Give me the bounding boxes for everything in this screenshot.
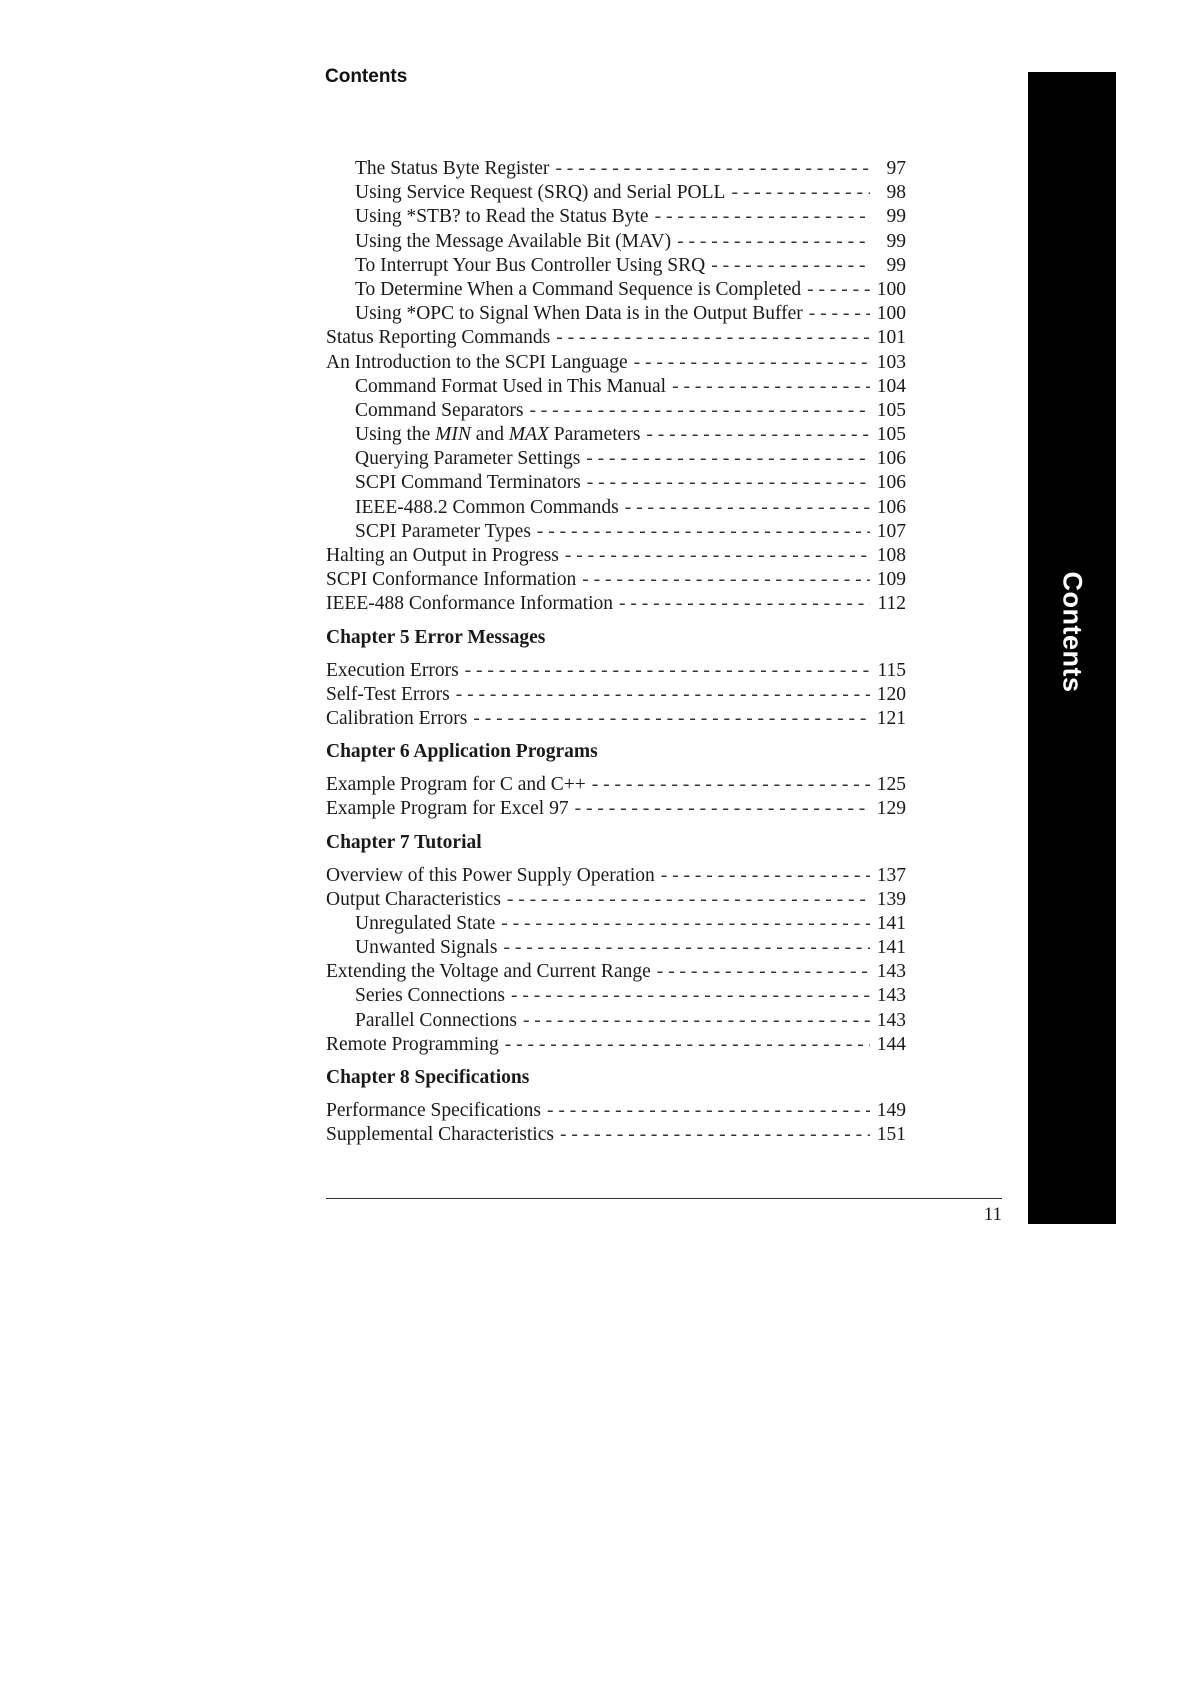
toc-entry[interactable] [326,230,906,254]
dot-leader [503,936,870,960]
toc-entry-title: Example Program for Excel 97 [326,798,569,820]
toc-entry-page: 112 [877,593,906,615]
toc-entry-title: Using the Message Available Bit (MAV) [355,230,672,252]
toc-entry[interactable] [326,888,906,912]
dot-leader [711,254,870,278]
toc-entry-page: 104 [876,375,906,397]
dot-leader [560,1123,870,1147]
toc-entry-title: SCPI Parameter Types [355,520,531,542]
toc-entry[interactable] [326,707,906,731]
toc-entry-page: 125 [876,774,906,796]
toc-entry[interactable] [326,205,906,229]
toc-entry[interactable] [326,960,906,984]
dot-leader [809,302,870,326]
toc-entry-title: Halting an Output in Progress [326,545,559,566]
dot-leader [672,375,870,399]
toc-entry-title: Overview of this Power Supply Operation [326,864,655,886]
dot-leader [555,157,870,181]
toc-entry-title: Extending the Voltage and Current Range [326,961,651,983]
toc-entry-title: Using *OPC to Signal When Data is in the Output Buffer [355,303,803,325]
dot-leader [473,707,870,731]
toc-entry[interactable] [326,471,906,495]
toc-entry-page: 115 [877,659,906,681]
dot-leader [677,230,870,254]
toc-entry-title: Output Characteristics [326,888,501,910]
toc-entry-title: Series Connections [355,985,506,1007]
toc-entry-page: 98 [886,182,906,204]
dot-leader [646,423,870,447]
dot-leader [586,447,870,471]
dot-leader [529,399,870,423]
toc-entry[interactable] [326,912,906,936]
dot-leader [657,960,870,984]
toc-entry[interactable] [326,375,906,399]
toc-entry-title: Self-Test Errors [326,683,450,705]
toc-entry-title: Command Separators [355,399,524,421]
toc-entry[interactable] [326,659,906,683]
toc-entry-title: IEEE-488 Conformance Information [326,593,613,615]
toc-entry-title: Using Service Request (SRQ) and Serial POLL [355,182,726,204]
toc-entry-page: 108 [876,545,906,566]
dot-leader [619,592,870,616]
dot-leader [575,797,870,821]
dot-leader [507,888,870,912]
dot-leader [465,659,870,683]
dot-leader [582,568,870,592]
dot-leader [505,1033,870,1057]
side-tab-label: Contents [1057,571,1088,693]
toc-entry-title-part: Parameters [548,424,641,446]
toc-entry[interactable] [326,984,906,1008]
toc-entry-page: 109 [876,569,906,591]
chapter-heading: Chapter 7 Tutorial [326,831,482,853]
dot-leader [807,278,870,302]
toc-entry-title: To Interrupt Your Bus Controller Using SRQ [355,254,706,276]
toc-entry-page: 143 [876,985,906,1007]
toc-entry[interactable] [326,683,906,707]
toc-entry-page: 105 [876,399,906,421]
toc-entry-page: 100 [876,278,906,300]
toc-entry-title: Remote Programming [326,1033,499,1055]
toc-entry[interactable] [326,1033,906,1057]
dot-leader [537,520,870,544]
dot-leader [731,181,870,205]
toc-entry-page: 99 [886,230,906,252]
toc-entry-title-italic: MIN [435,424,471,446]
toc-entry[interactable] [326,520,906,544]
toc-entry-page: 103 [876,351,906,373]
toc-entry[interactable] [326,254,906,278]
dot-leader [511,984,870,1008]
toc-entry-title-italic: MAX [508,424,549,446]
toc-entry-page: 106 [876,472,906,494]
toc-entry-page: 120 [876,683,906,705]
toc-entry-page: 151 [876,1124,906,1146]
toc-entry[interactable] [326,447,906,471]
toc-entry[interactable] [326,936,906,960]
toc-entry[interactable] [326,278,906,302]
toc-entry-title: An Introduction to the SCPI Language [326,351,628,373]
toc-entry-title: Supplemental Characteristics [326,1124,554,1146]
footer-rule [326,1198,1002,1199]
chapter-heading: Chapter 6 Application Programs [326,741,598,763]
toc-entry[interactable] [326,351,906,375]
toc-entry-page: 121 [876,707,906,729]
toc-entry-page: 143 [876,961,906,983]
toc-entry[interactable] [326,496,906,520]
toc-entry-page: 99 [886,254,906,276]
toc-entry-title: To Determine When a Command Sequence is Completed [355,278,802,300]
toc-entry-page: 106 [876,448,906,470]
toc-entry[interactable] [326,399,906,423]
toc-entry-page: 107 [876,520,906,542]
toc-entry-title: SCPI Command Terminators [355,472,581,494]
toc-entry-page: 100 [876,303,906,325]
toc-entry-title: Performance Specifications [326,1100,541,1121]
toc-entry[interactable] [326,302,906,326]
toc-entry[interactable] [326,326,906,350]
toc-entry-page: 141 [876,912,906,934]
chapter-heading: Chapter 8 Specifications [326,1067,530,1088]
dot-leader [501,912,870,936]
dot-leader [634,351,870,375]
dot-leader [547,1099,870,1123]
toc-entry[interactable] [326,1099,906,1123]
page-header-title: Contents [325,66,408,87]
toc-entry-page: 141 [876,937,906,959]
toc-entry-page: 144 [876,1033,906,1055]
toc-entry[interactable] [326,592,906,616]
toc-entry-page: 129 [876,798,906,820]
toc-entry-page: 149 [876,1100,906,1121]
table-of-contents [326,157,906,1147]
dot-leader [556,326,870,350]
toc-entry-page: 139 [876,888,906,910]
toc-entry[interactable] [326,864,906,888]
toc-entry-title: SCPI Conformance Information [326,569,577,591]
dot-leader [655,205,870,229]
toc-entry[interactable] [326,797,906,821]
toc-entry[interactable] [326,423,906,447]
chapter-heading: Chapter 5 Error Messages [326,626,546,648]
toc-entry[interactable] [326,773,906,797]
toc-entry[interactable] [326,568,906,592]
page-number: 11 [983,1204,1002,1225]
toc-entry-title: Using *STB? to Read the Status Byte [355,206,649,228]
toc-entry-page: 143 [876,1009,906,1031]
dot-leader [587,471,870,495]
toc-entry[interactable] [326,157,906,181]
toc-entry-page: 101 [876,327,906,349]
toc-entry[interactable] [326,544,906,568]
dot-leader [592,773,870,797]
toc-entry-title-part: Using the [355,424,436,446]
dot-leader [661,864,870,888]
toc-entry-title [355,423,640,447]
toc-entry-title: Unwanted Signals [355,937,498,959]
toc-entry-title: Execution Errors [326,659,459,681]
toc-entry-page: 97 [886,158,906,179]
dot-leader [625,496,870,520]
toc-entry-title: Parallel Connections [355,1009,517,1031]
toc-entry-title: Example Program for C and C++ [326,774,586,796]
toc-entry-page: 137 [876,864,906,886]
dot-leader [523,1009,870,1033]
toc-entry-page: 105 [876,424,906,446]
toc-entry-title: Calibration Errors [326,707,468,729]
toc-entry[interactable] [326,1009,906,1033]
dot-leader [456,683,870,707]
toc-entry-title-part: and [470,424,509,446]
toc-entry[interactable] [326,1123,906,1147]
toc-entry[interactable] [326,181,906,205]
toc-entry-title: Querying Parameter Settings [355,448,581,470]
toc-entry-title: Status Reporting Commands [326,327,551,349]
toc-entry-title: The Status Byte Register [355,158,550,179]
toc-entry-page: 106 [876,496,906,518]
dot-leader [565,544,870,568]
toc-entry-title: Command Format Used in This Manual [355,375,667,397]
toc-entry-title: Unregulated State [355,912,496,934]
toc-entry-page: 99 [886,206,906,228]
toc-entry-title: IEEE-488.2 Common Commands [355,496,619,518]
side-section-tab [1028,72,1116,1224]
